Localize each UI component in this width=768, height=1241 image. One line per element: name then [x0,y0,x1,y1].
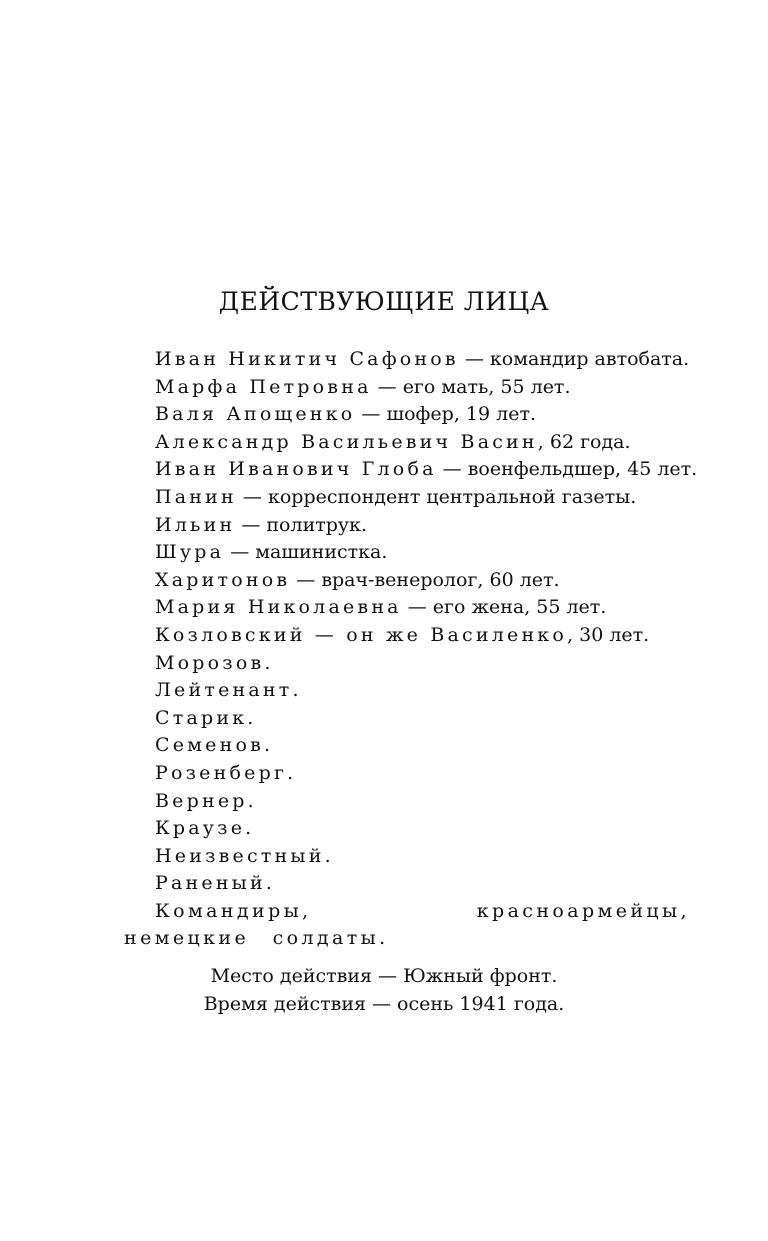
cast-item [124,705,690,733]
character-name: Лейтенант. [155,679,302,702]
cast-item [124,374,690,402]
character-name: Старик. [155,706,257,729]
cast-item [124,622,690,650]
setting-notes [0,962,768,1018]
cast-item [124,760,690,788]
character-description: — военфельдшер, 45 лет. [436,458,698,481]
character-name: Харитонов [155,568,291,591]
character-name: Александр Васильевич Васин [155,430,538,453]
character-description: — политрук. [235,513,367,536]
character-name: Мария Николаевна [155,596,402,619]
cast-item [124,788,690,816]
cast-item [124,843,690,871]
cast-item [124,815,690,843]
cast-item [124,456,698,484]
character-name: Шура [155,541,225,564]
character-name: Марфа Петровна [155,375,372,398]
cast-item [124,539,690,567]
cast-item [124,346,690,374]
character-name: Розенберг. [155,761,297,784]
character-description: — его жена, 55 лет. [401,596,607,619]
character-description: — командир автобата. [458,348,690,370]
character-name: Валя Апощенко [155,403,356,426]
cast-item [124,898,690,953]
character-name: Иван Никитич Сафонов [155,348,459,370]
cast-item [124,677,690,705]
character-description: — его мать, 55 лет. [371,375,571,398]
cast-item [124,429,690,457]
character-name: Морозов. [155,651,274,674]
cast-item [124,512,690,540]
character-name: Вернер. [155,789,257,812]
character-name: Командиры, красноармейцы, немецкие солдаты. [124,899,690,950]
character-name: Семенов. [155,734,274,757]
cast-item [124,567,690,595]
cast-item [124,870,690,898]
character-name: Раненый. [155,872,276,895]
cast-item [124,484,690,512]
character-description: , 62 года. [537,430,631,453]
character-name: Неизвестный. [155,844,334,867]
page-title: ДЕЙСТВУЮЩИЕ ЛИЦА [218,287,550,316]
character-name: Ильин [155,513,236,536]
character-name: Козловский — он же Василенко [155,623,568,646]
place-of-action: Место действия — Южный фронт. [210,965,558,987]
character-description: — машинистка. [224,541,388,564]
character-name: Краузе. [155,817,255,840]
cast-item [124,650,690,678]
cast-list [124,346,698,953]
character-description: , 30 лет. [567,623,650,646]
character-name: Иван Иванович Глоба [155,458,437,481]
cast-item [124,401,690,429]
character-description: — шофер, 19 лет. [355,403,536,426]
time-of-action: Время действия — осень 1941 года. [203,993,565,1015]
character-description: — врач-венеролог, 60 лет. [290,568,560,591]
character-description: — корреспондент центральной газеты. [236,485,637,508]
cast-item [124,594,690,622]
character-name: Панин [155,485,237,508]
cast-item [124,732,690,760]
